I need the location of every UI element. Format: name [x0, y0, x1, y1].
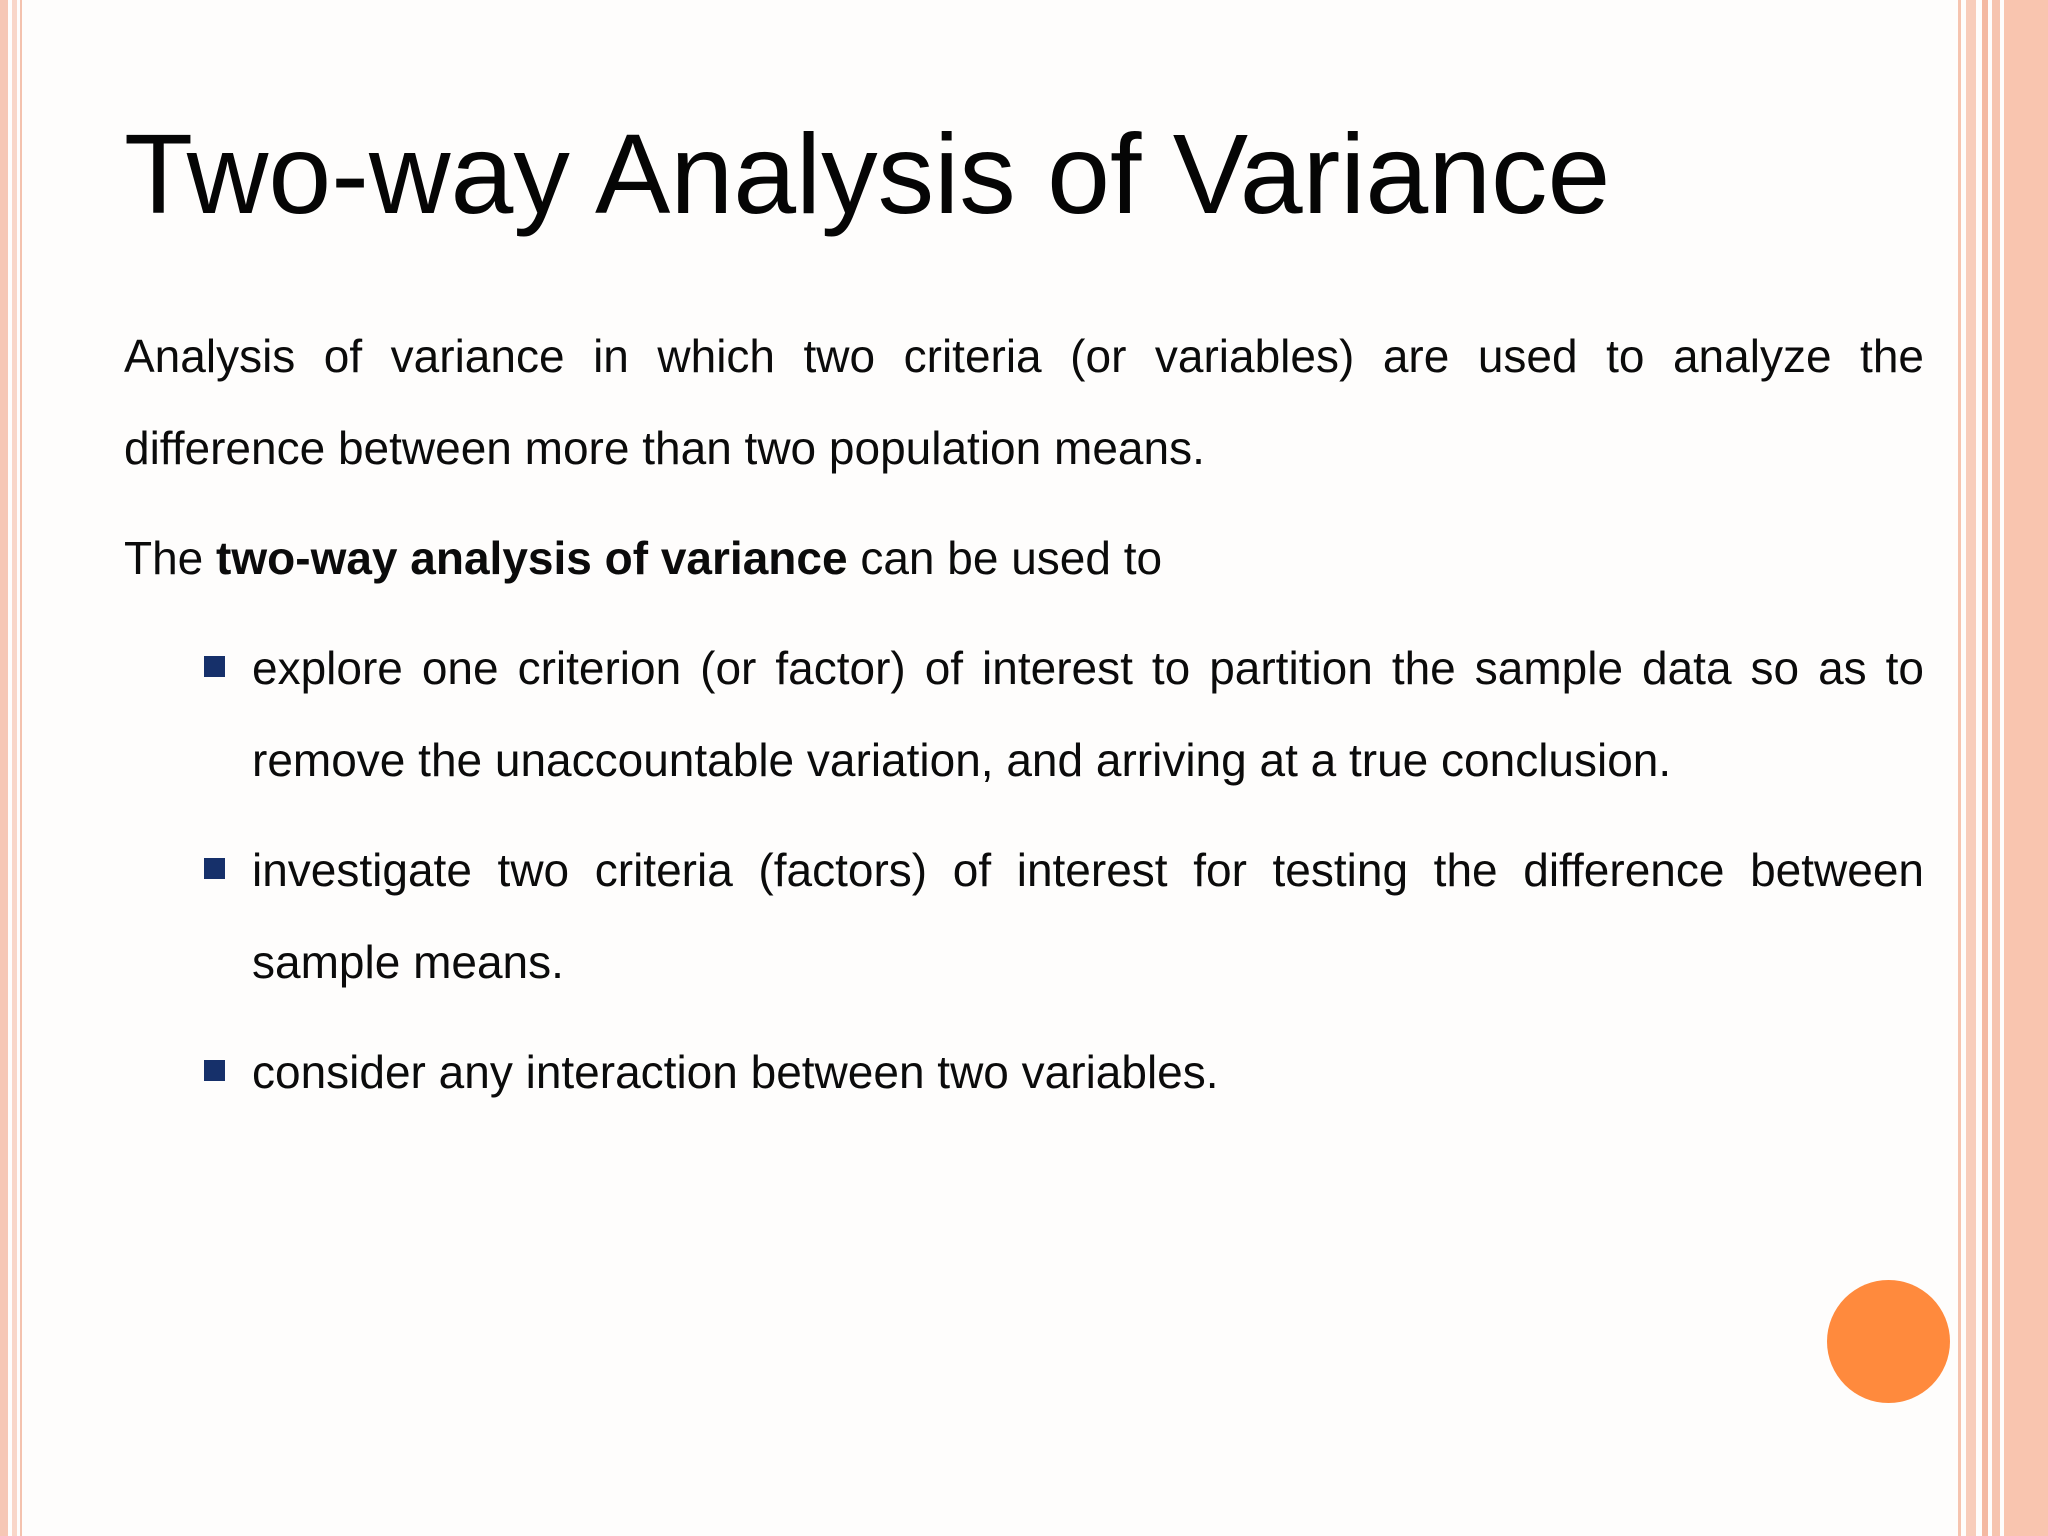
bullet-text: consider any interaction between two variables.: [252, 1046, 1219, 1098]
right-border-stripe: [2004, 0, 2048, 1536]
usage-intro-bold-term: two-way analysis of variance: [216, 532, 848, 584]
square-bullet-icon: [204, 858, 225, 879]
left-border-stripe: [0, 0, 8, 1536]
bullet-item: [124, 1026, 1924, 1118]
right-border-stripe: [1966, 0, 1976, 1536]
right-border-stripe: [1958, 0, 1961, 1536]
bullet-item: [124, 622, 1924, 806]
left-border-stripe: [12, 0, 17, 1536]
slide-body: [124, 310, 1924, 1136]
usage-intro: [124, 512, 1924, 604]
bullet-text: investigate two criteria (factors) of interest for testing the difference between sample means.: [252, 844, 1924, 988]
bullet-item: [124, 824, 1924, 1008]
square-bullet-icon: [204, 1060, 225, 1081]
usage-bullet-list: [124, 622, 1924, 1118]
slide-title: Two-way Analysis of Variance: [124, 111, 1611, 237]
usage-intro-prefix: The: [124, 532, 217, 584]
definition-paragraph: Analysis of variance in which two criteria (or variables) are used to analyze the difference between more than two population means.: [124, 330, 1924, 474]
accent-circle: [1827, 1280, 1950, 1403]
bullet-text: explore one criterion (or factor) of interest to partition the sample data so as to remove the unaccountable variation, and arriving at a true conclusion.: [252, 642, 1924, 786]
usage-intro-suffix: can be used to: [847, 532, 1163, 584]
left-border-stripe: [20, 0, 22, 1536]
square-bullet-icon: [204, 656, 225, 677]
right-border-stripe: [1982, 0, 1988, 1536]
right-border-stripe: [1992, 0, 2000, 1536]
